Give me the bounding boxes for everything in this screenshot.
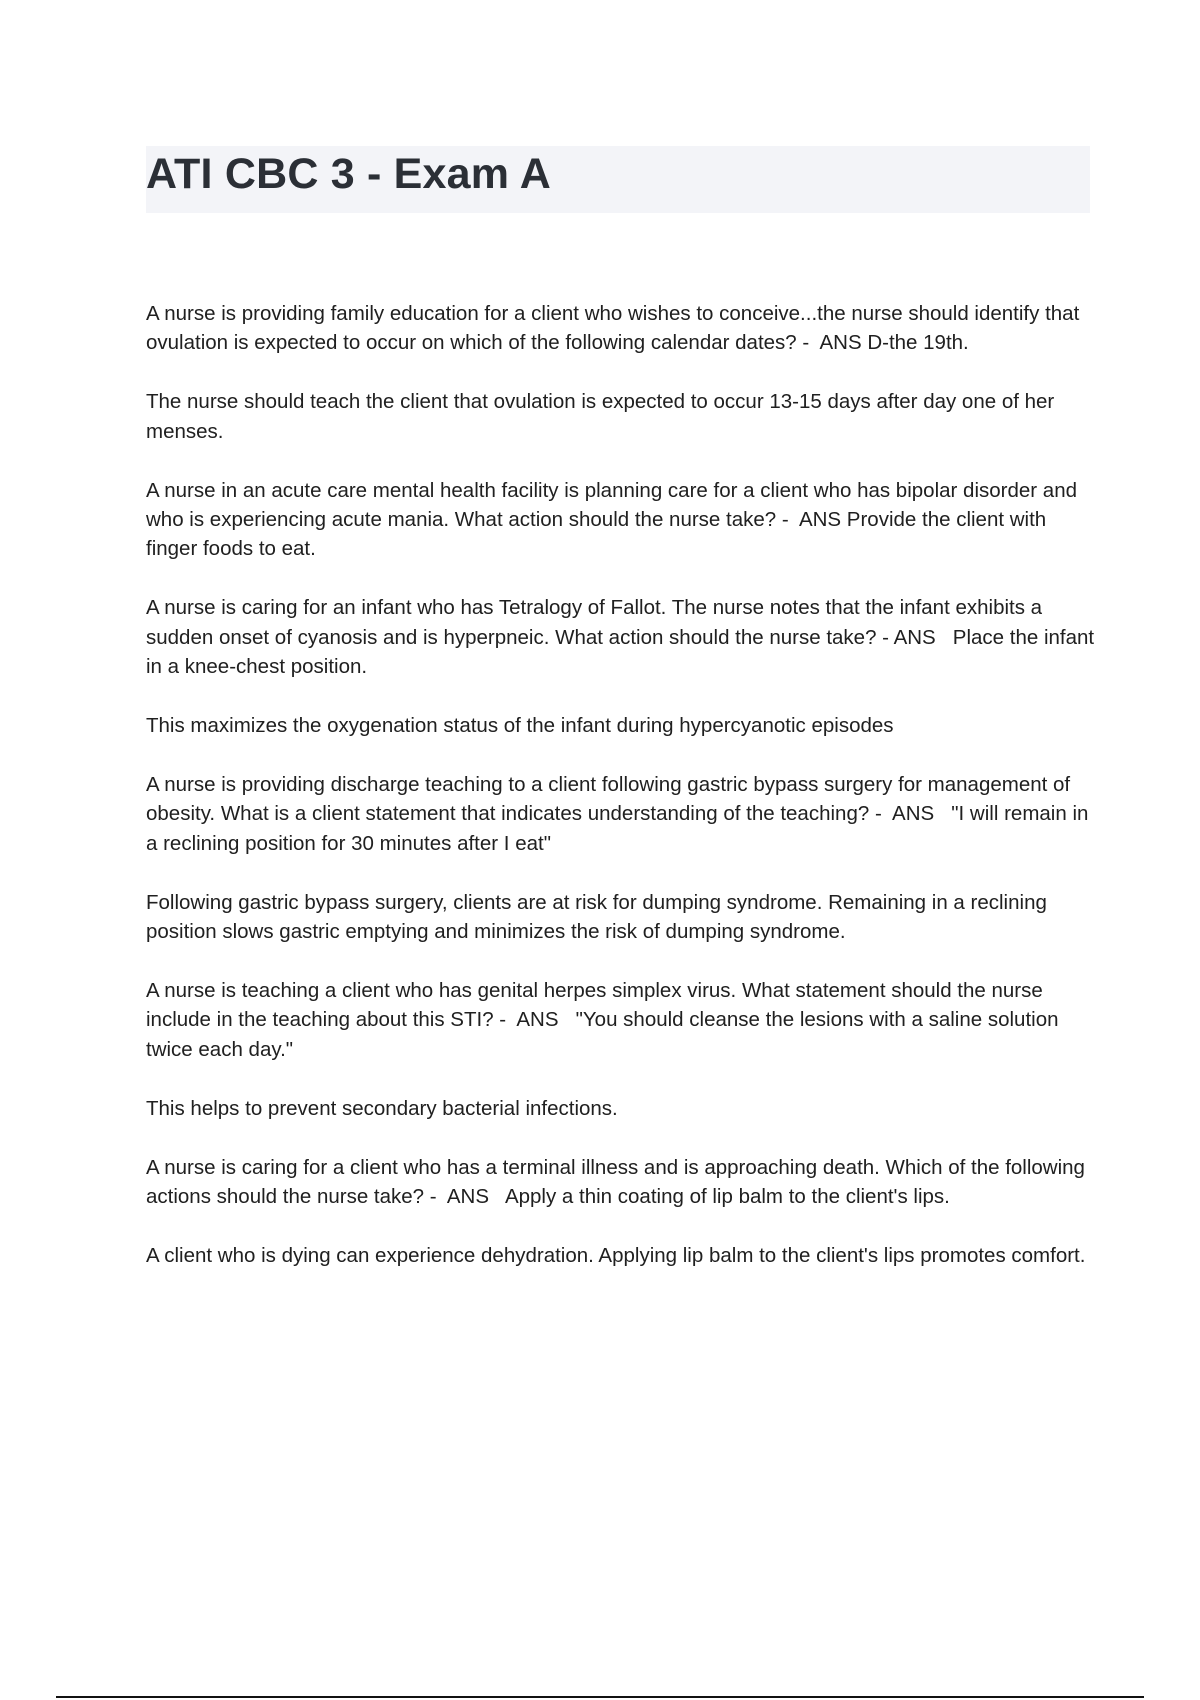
question-paragraph: A nurse is caring for a client who has a terminal illness and is approaching death. Which of the following actions should the nurse take? - ANS Apply a thin coating of lip balm to the client's lips. [146, 1155, 1091, 1209]
page-footer-divider [56, 1696, 1144, 1698]
question-paragraph: A nurse is teaching a client who has genital herpes simplex virus. What statement should the nurse include in the teaching about this STI? - ANS "You should cleanse the lesions with a saline solution twice each day." [146, 979, 1065, 1061]
question-paragraph: A nurse in an acute care mental health facility is planning care for a client who has bipolar disorder and who is experiencing acute mania. What action should the nurse take? - ANS Provide the client with finger foods to eat. [146, 478, 1083, 561]
question-paragraph: A nurse is providing family education for a client who wishes to conceive...the nurse should identify that ovulation is expected to occur on which of the following calendar dates? - ANS D-the 19th. [146, 302, 1085, 355]
rationale-paragraph: Following gastric bypass surgery, clients are at risk for dumping syndrome. Remaining in a reclining position slows gastric emptying and minimizes the risk of dumping syndrome. [146, 890, 1053, 944]
document-body [146, 299, 1100, 1300]
question-paragraph: A nurse is caring for an infant who has Tetralogy of Fallot. The nurse notes that the infant exhibits a sudden onset of cyanosis and is hyperpneic. What action should the nurse take? - ANS Place the infant in a knee-chest position. [146, 596, 1100, 679]
rationale-paragraph: This maximizes the oxygenation status of the infant during hypercyanotic episodes [146, 714, 894, 738]
rationale-paragraph: The nurse should teach the client that ovulation is expected to occur 13-15 days after day one of her menses. [146, 390, 1060, 443]
rationale-paragraph: This helps to prevent secondary bacterial infections. [146, 1096, 618, 1120]
document-title: ATI CBC 3 - Exam A [146, 150, 552, 198]
question-paragraph: A nurse is providing discharge teaching to a client following gastric bypass surgery for management of obesity. What is a client statement that indicates understanding of the teaching? - ANS "I will remain in a reclining position for 30 minutes after I eat" [146, 772, 1095, 855]
rationale-paragraph: A client who is dying can experience dehydration. Applying lip balm to the client's lips promotes comfort. [146, 1243, 1086, 1267]
